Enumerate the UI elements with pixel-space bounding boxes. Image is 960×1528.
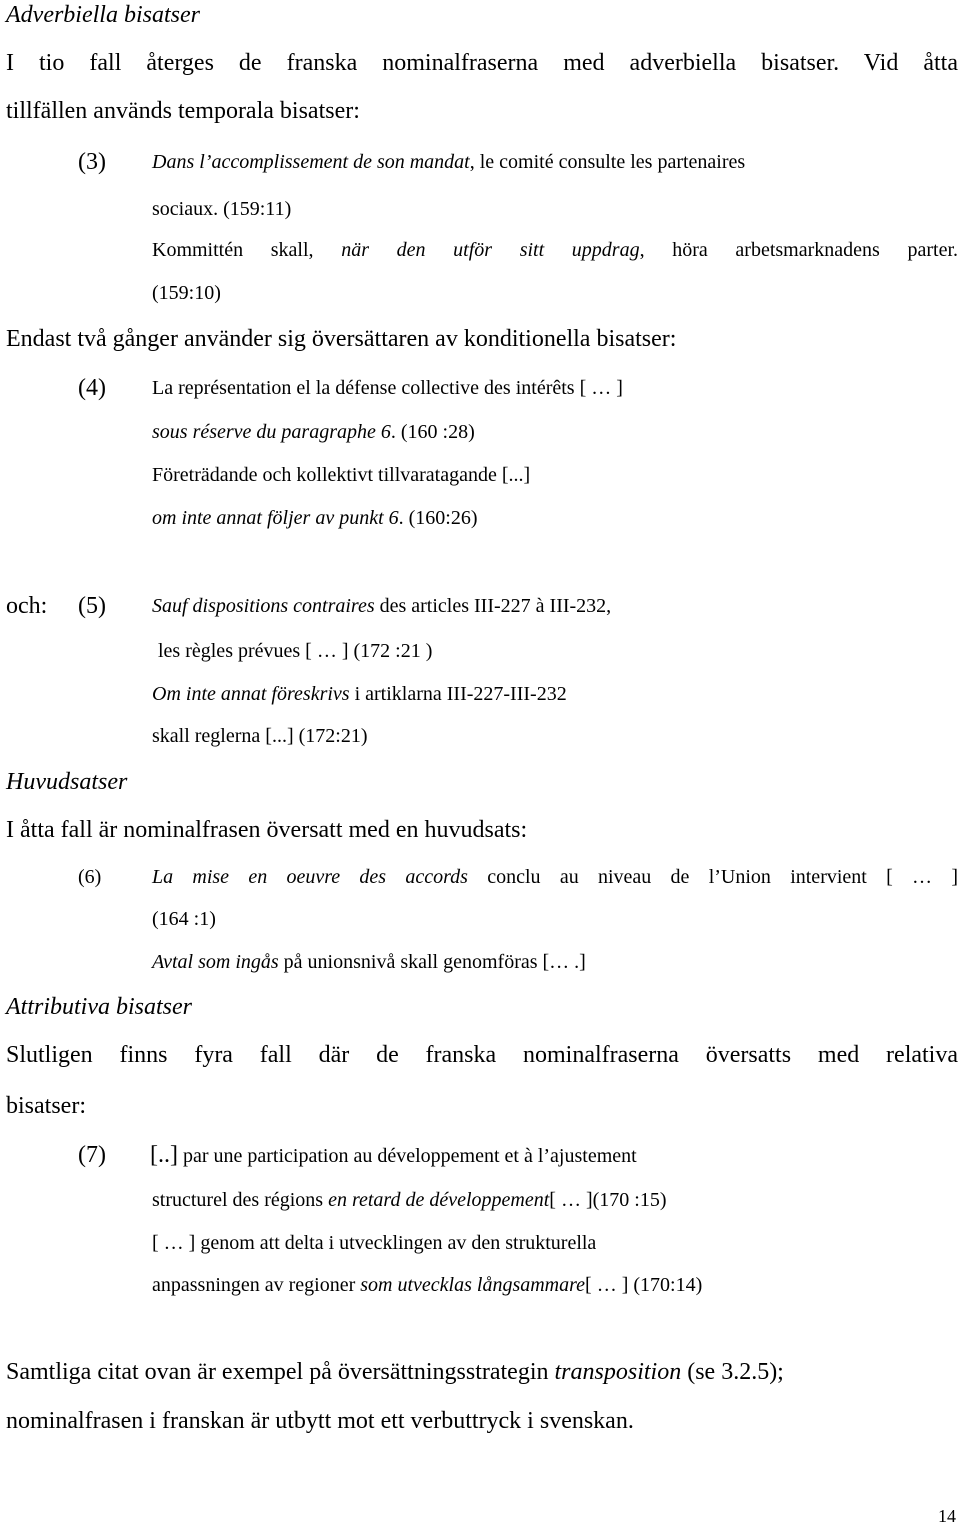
example-number-5: (5) bbox=[78, 593, 106, 619]
example-7-swedish-line1: [ … ] genom att delta i utvecklingen av den strukturella bbox=[152, 1232, 597, 1254]
example-4-swedish-line1: Företrädande och kollektivt tillvaratagande [...] bbox=[152, 464, 531, 486]
paragraph-intro-line: I tio fall återges de franska nominalfraserna med adverbiella bisatser. Vid åtta bbox=[6, 50, 958, 76]
example-5-french-line1: Sauf dispositions contraires des articles III-227 à III-232, bbox=[152, 595, 612, 617]
example-4-swedish-line2: om inte annat följer av punkt 6. (160:26) bbox=[152, 507, 478, 529]
example-7-french-line2: structurel des régions en retard de développement[ … ](170 :15) bbox=[152, 1189, 667, 1211]
example-6-swedish-line: Avtal som ingås på unionsnivå skall genomföras [… .] bbox=[152, 951, 586, 973]
example-7-swedish-line2: anpassningen av regioner som utvecklas långsammare[ … ] (170:14) bbox=[152, 1274, 703, 1296]
paragraph-attributiva-intro-line2: bisatser: bbox=[6, 1093, 86, 1119]
example-3-swedish-ref: (159:10) bbox=[152, 282, 221, 304]
example-6-french-ref: (164 :1) bbox=[152, 908, 216, 930]
example-6-french-line1: La mise en oeuvre des accords conclu au niveau de l’Union intervient [ … ] bbox=[152, 866, 958, 888]
example-4-french-line1: La représentation el la défense collective des intérêts [ … ] bbox=[152, 377, 623, 399]
example-3-french-line: Dans l’accomplissement de son mandat, le comité consulte les partenaires bbox=[152, 151, 746, 173]
example-3-swedish-line: Kommittén skall, när den utför sitt uppdrag, höra arbetsmarknadens parter. bbox=[152, 239, 958, 261]
example-number-3: (3) bbox=[78, 149, 106, 175]
example-3-french-line2: sociaux. (159:11) bbox=[152, 198, 292, 220]
example-5-french-line2: les règles prévues [ … ] (172 :21 ) bbox=[158, 640, 433, 662]
paragraph-conclusion-line1: Samtliga citat ovan är exempel på översättningsstrategin transposition (se 3.2.5); bbox=[6, 1359, 784, 1385]
och-label: och: bbox=[6, 593, 48, 619]
paragraph-intro-line: tillfällen används temporala bisatser: bbox=[6, 98, 360, 124]
example-7-french-line1: [..] par une participation au développement et à l’ajustement bbox=[150, 1142, 637, 1168]
example-number-6: (6) bbox=[78, 866, 102, 888]
example-4-french-line2: sous réserve du paragraphe 6. (160 :28) bbox=[152, 421, 475, 443]
paragraph-attributiva-intro-line1: Slutligen finns fyra fall där de franska nominalfraserna översatts med relativa bbox=[6, 1042, 958, 1068]
section-heading-attributiva: Attributiva bisatser bbox=[6, 994, 192, 1020]
example-5-swedish-line2: skall reglerna [...] (172:21) bbox=[152, 725, 368, 747]
section-heading-huvudsatser: Huvudsatser bbox=[6, 769, 128, 795]
section-heading-adverbiella: Adverbiella bisatser bbox=[6, 2, 200, 28]
example-5-swedish-line1: Om inte annat föreskrivs i artiklarna III-227-III-232 bbox=[152, 683, 567, 705]
paragraph-huvudsatser-intro: I åtta fall är nominalfrasen översatt med en huvudsats: bbox=[6, 817, 528, 843]
example-number-7: (7) bbox=[78, 1142, 106, 1168]
example-number-4: (4) bbox=[78, 375, 106, 401]
paragraph-konditionella-intro: Endast två gånger använder sig översättaren av konditionella bisatser: bbox=[6, 326, 677, 352]
paragraph-conclusion-line2: nominalfrasen i franskan är utbytt mot ett verbuttryck i svenskan. bbox=[6, 1408, 634, 1434]
page-number: 14 bbox=[938, 1506, 956, 1526]
